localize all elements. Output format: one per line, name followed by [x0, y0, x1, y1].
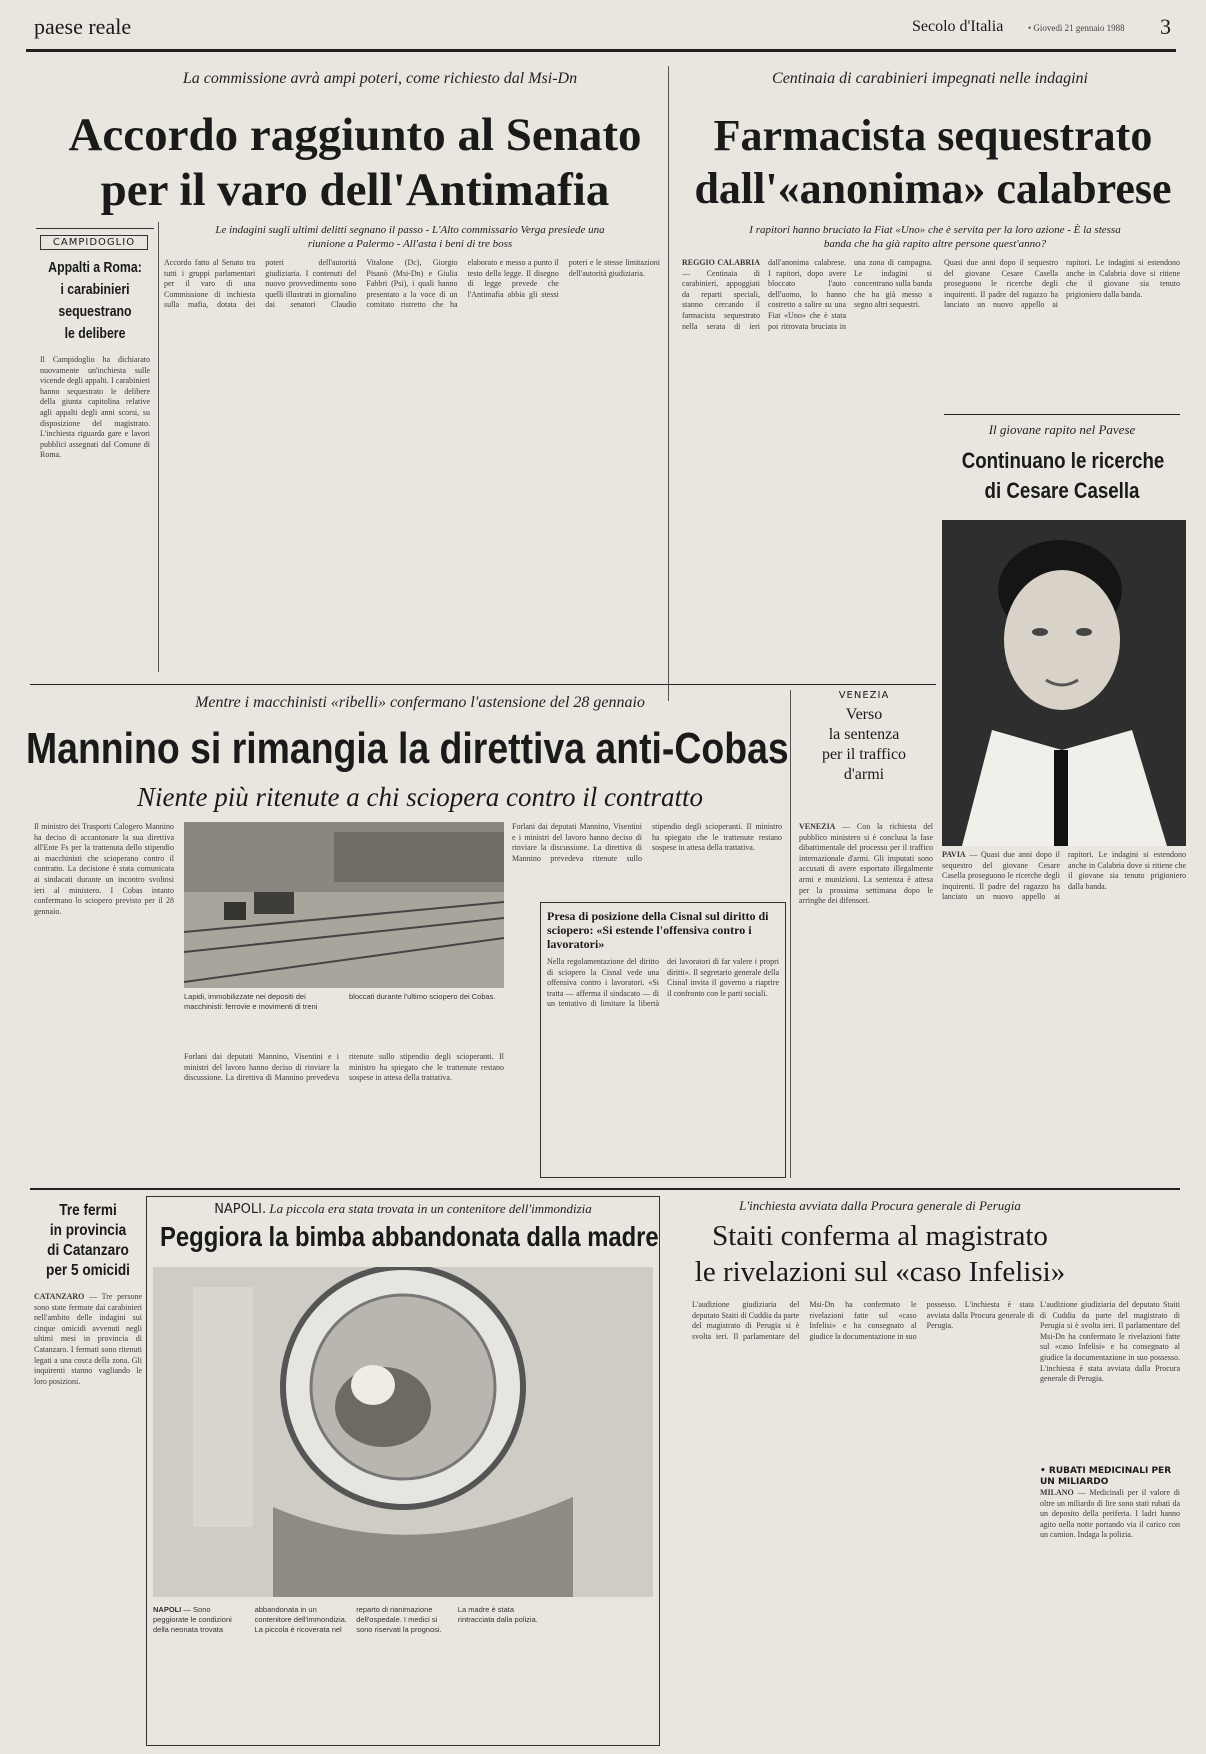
casella-headline-2: di Cesare Casella [984, 478, 1140, 503]
casella-dateline: PAVIA [942, 850, 966, 859]
mannino-body-c: Forlani dai deputati Mannino, Visentini e i ministri del lavoro hanno deciso di rinviare la discussione. La direttiva di Mannino prevedeva ritenute sullo stipendio degli scioperanti. Il ministro ha spiegato che le trattenute restano sospese in attesa della trattativa. [512, 822, 782, 863]
venezia-headline-3: per il traffico [821, 746, 907, 763]
catanzaro-body: CATANZARO — Tre persone sono state fermate dai carabinieri nell'ambito delle indagini sui cinque omicidi avvenuti negli ultimi mesi in provincia di Catanzaro. I fermati sono ritenuti legati a una cosca della zona. Gli inquirenti stanno vagliando le loro posizioni. [34, 1292, 142, 1386]
medicinali-box [1040, 1466, 1180, 1746]
medicinali-text: Medicinali per il valore di oltre un miliardo di lire sono stati rubati da un deposito della periferia. I ladri hanno agito nella notte portando via il carico con un camion. Indaga la polizia. [1040, 1488, 1180, 1540]
catanzaro-box [30, 1196, 146, 1746]
mannino-kicker: Mentre i macchinisti «ribelli» confermano l'astensione del 28 gennaio [195, 694, 645, 711]
catanzaro-headline-3: di Catanzaro [47, 1242, 129, 1259]
mannino-photo [184, 822, 504, 988]
casella-photo [942, 520, 1186, 846]
mannino-body-a: Il ministro dei Trasporti Calogero Mannino ha deciso di accantonare la sua direttiva all'Ente Fs per la trattenuta dello stipendio ai macchinisti che scioperano contro il contratto. La decisione è stata comunicata ai sindacati durante un incontro svoltosi ieri al ministero. I Cobas intanto confermano lo sciopero previsto per il 28 gennaio. [34, 822, 174, 916]
campidoglio-headline-2: i carabinieri [60, 281, 130, 298]
campidoglio-headline-1: Appalti a Roma: [48, 259, 142, 276]
antimafia-deck-2: riunione a Palermo - All'asta i beni di tre boss [307, 238, 513, 250]
train-yard-illustration [184, 822, 504, 988]
napoli-dateline: NAPOLI [153, 1605, 182, 1614]
farmacista-body: REGGIO CALABRIA — Centinaia di carabinieri, appoggiati da reparti speciali, stanno cercando il farmacista sequestrato nella serata di ieri dall'anonima calabrese. I rapitori, dopo avere bloccato l'auto dell'uomo, lo hanno costretto a salire su una Fiat «Uno» che è stata poi ritrovata bruciata in una zona di campagna. Le indagini si concentrano sulla banda che ha già messo a segno altri sequestri. [682, 258, 932, 331]
venezia-body: VENEZIA — Con la richiesta del pubblico ministero si è conclusa la fase dibattimentale del processo per il traffico internazionale d'armi. Gli imputati sono accusati di avere esportato illegalmente armi e munizioni. La sentenza è attesa per la prossima settimana dopo le arringhe dei difensori. [799, 822, 933, 906]
portrait-illustration [942, 520, 1186, 846]
page-number: 3 [1160, 14, 1171, 39]
napoli-box [146, 1196, 660, 1746]
campidoglio-body: Il Campidoglio ha dichiarato nuovamente un'inchiesta sulle vicende degli appalti. I carabinieri hanno sequestrato le delibere della giunta capitolina relative agli appalti degli anni scorsi, su disposizione del magistrato. L'inchiesta riguarda gare e lavori pubblici assegnati dal Comune di Roma. [40, 355, 150, 460]
medicinali-place: MILANO [1040, 1488, 1074, 1497]
napoli-kicker: La piccola era stata trovata in un contenitore dell'immondizia [269, 1201, 592, 1216]
issue-date: • Giovedì 21 gennaio 1988 [1028, 23, 1125, 33]
venezia-dateline: VENEZIA [799, 822, 836, 831]
casella-kicker: Il giovane rapito nel Pavese [988, 422, 1136, 437]
newspaper-name: Secolo d'Italia [912, 18, 1004, 35]
antimafia-headline-1: Accordo raggiunto al Senato [68, 109, 642, 161]
farmacista-deck-2: banda che ha già rapito altre persone quest'anno? [823, 238, 1047, 250]
mannino-body-b: Forlani dai deputati Mannino, Visentini e i ministri del lavoro hanno deciso di rinviare la discussione. La direttiva di Mannino prevedeva ritenute sullo stipendio degli scioperanti. Il ministro ha spiegato che le trattenute restano sospese in attesa della trattativa. [184, 1052, 504, 1083]
infelisi-body: L'audizione giudiziaria del deputato Staiti di Cuddia da parte del magistrato di Perugia si è svolta ieri. Il parlamentare del Msi-Dn ha confermato le rivelazioni fatte sul «caso Infelisi» e ha consegnato al giudice la documentazione in suo possesso. L'inchiesta è stata avviata dalla Procura generale di Perugia. [692, 1300, 1034, 1341]
medicinali-title: • RUBATI MEDICINALI PER UN MILIARDO [1040, 1466, 1172, 1487]
campidoglio-tag: CAMPIDOGLIO [40, 235, 148, 250]
casella-headline-1: Continuano le ricerche [961, 448, 1165, 473]
antimafia-deck-1: Le indagini sugli ultimi delitti segnano il passo - L'Alto commissario Verga presiede una [215, 224, 605, 236]
infelisi-headline-1: Staiti conferma al magistrato [712, 1220, 1048, 1252]
casella-body: PAVIA — Quasi due anni dopo il sequestro del giovane Cesare Casella proseguono le ricerche degli inquirenti. Il padre del ragazzo ha lanciato un nuovo appello ai rapitori. Le indagini si estendono anche in Calabria dove si ritiene che il giovane sia tenuto prigioniero dalla banda. [942, 850, 1186, 902]
napoli-text: Sono peggiorate le condizioni della neonata trovata abbandonata in un contenitore dell'immondizia. La piccola è ricoverata nel reparto di rianimazione dell'ospedale. I medici si sono riservati la prognosi. La madre è stata rintracciata dalla polizia. [153, 1605, 538, 1634]
campidoglio-headline-4: le delibere [64, 325, 126, 342]
farmacista-headline-2: dall'«anonima» calabrese [694, 164, 1172, 213]
casella-text: Quasi due anni dopo il sequestro del giovane Cesare Casella proseguono le ricerche degli inquirenti. Il padre del ragazzo ha lanciato un nuovo appello ai rapitori. Le indagini si estendono anche in Calabria dove si ritiene che il giovane sia tenuto prigioniero dalla banda. [942, 850, 1186, 902]
mannino-headline: Mannino si rimangia la direttiva anti-Cobas [26, 724, 789, 773]
farmacista-text: Centinaia di carabinieri, appoggiati da reparti speciali, stanno cercando il farmacista sequestrato nella serata di ieri dall'anonima calabrese. I rapitori, dopo avere bloccato l'auto dell'uomo, lo hanno costretto a salire su una Fiat «Uno» che è stata poi ritrovata bruciata in una zona di campagna. Le indagini si concentrano sulla banda che ha già messo a segno altri sequestri. [682, 258, 932, 331]
casella-intro: Quasi due anni dopo il sequestro del giovane Cesare Casella proseguono le ricerche degli inquirenti. Il padre del ragazzo ha lanciato un nuovo appello ai rapitori. Le indagini si estendono anche in Calabria dove si ritiene che il giovane sia tenuto prigioniero dalla banda. [944, 258, 1180, 310]
section-rule-2 [30, 1188, 1180, 1190]
napoli-body: NAPOLI — Sono peggiorate le condizioni della neonata trovata abbandonata in un contenitore dell'immondizia. La piccola è ricoverata nel reparto di rianimazione dell'ospedale. I medici si sono riservati la prognosi. La madre è stata rintracciata dalla polizia. [153, 1605, 538, 1634]
catanzaro-dateline: CATANZARO [34, 1292, 85, 1301]
venezia-headline-4: d'armi [843, 766, 885, 783]
catanzaro-headline-1: Tre fermi [59, 1202, 117, 1219]
campidoglio-headline-3: sequestrano [58, 303, 132, 320]
casella-rule [944, 414, 1180, 415]
farmacista-deck-1: I rapitori hanno bruciato la Fiat «Uno» che è servita per la loro azione - È la stessa [749, 224, 1121, 236]
infelisi-headline-2: le rivelazioni sul «caso Infelisi» [694, 1256, 1066, 1288]
medicinali-body: MILANO — Medicinali per il valore di oltre un miliardo di lire sono stati rubati da un deposito della periferia. I ladri hanno agito nella notte portando via il carico con un camion. Indaga la polizia. [1040, 1488, 1180, 1540]
column-divider [668, 66, 669, 701]
farmacista-dateline: REGGIO CALABRIA [682, 258, 760, 267]
cisnal-title: Presa di posizione della Cisnal sul diritto di sciopero: «Si estende l'offensiva contro i lavoratori» [547, 909, 769, 951]
napoli-kicker-line [153, 1201, 653, 1217]
napoli-headline: Peggiora la bimba abbandonata dalla madre [160, 1221, 659, 1252]
antimafia-kicker: La commissione avrà ampi poteri, come richiesto dal Msi-Dn [182, 70, 578, 87]
venezia-box [790, 690, 936, 1178]
napoli-kicker-place: NAPOLI. [214, 1202, 267, 1217]
venezia-text: Con la richiesta del pubblico ministero si è conclusa la fase dibattimentale del processo per il traffico internazionale d'armi. Gli imputati sono accusati di avere esportato illegalmente armi e munizioni. La sentenza è attesa per la prossima settimana dopo le arringhe dei difensori. [799, 822, 933, 906]
section-label: paese reale [34, 14, 132, 39]
venezia-tag: VENEZIA [838, 690, 890, 701]
baby-incubator-illustration [153, 1267, 653, 1597]
infelisi-kicker: L'inchiesta avviata dalla Procura generale di Perugia [739, 1198, 1021, 1213]
venezia-headline-1: Verso [845, 706, 883, 723]
mannino-subhead: Niente più ritenute a chi sciopera contro il contratto [137, 782, 703, 812]
napoli-photo [153, 1267, 653, 1597]
catanzaro-headline-2: in provincia [49, 1222, 127, 1239]
farmacista-headline-1: Farmacista sequestrato [713, 111, 1153, 160]
mannino-photo-caption: Lapidi, immobilizzate nei depositi dei macchinisti: ferrovie e movimenti di treni bloccati durante l'ultimo sciopero dei Cobas. [184, 992, 496, 1011]
catanzaro-text: Tre persone sono state fermate dai carabinieri nell'ambito delle indagini sui cinque omicidi avvenuti negli ultimi mesi in provincia di Catanzaro. I fermati sono ritenuti legati a una cosca della zona. Gli inquirenti stanno vagliando le loro posizioni. [34, 1292, 142, 1386]
farmacista-kicker: Centinaia di carabinieri impegnati nelle indagini [772, 70, 1088, 87]
cisnal-box [540, 902, 786, 1178]
antimafia-body: Accordo fatto al Senato tra tutti i gruppi parlamentari per il varo di una Commissione di inchiesta sulla mafia, dotata dei poteri dell'autorità giudiziaria. I contenuti del nuovo provvedimento sono quelli illustrati in giornalino dai senatori Claudio Vitalone (Dc), Giorgio Pisanò (Msi-Dn) e Giulia Fabbri (Psi), i quali hanno presentato a la voce di un comitato ristretto che ha elaborato e messo a punto il testo della legge. Il disegno di legge prevede che l'Antimafia abbia gli stessi poteri e le stesse limitazioni dell'autorità giudiziaria. [164, 258, 660, 310]
section-rule-1 [30, 684, 936, 685]
casella-top-text [944, 258, 1180, 406]
catanzaro-headline-4: per 5 omicidi [46, 1262, 130, 1279]
masthead-rule [26, 49, 1176, 52]
infelisi-body-extra: L'audizione giudiziaria del deputato Staiti di Cuddia da parte del magistrato di Perugia si è svolta ieri. Il parlamentare del Msi-Dn ha confermato le rivelazioni fatte sul «caso Infelisi» e ha consegnato al giudice la documentazione in suo possesso. L'inchiesta è stata avviata dalla Procura generale di Perugia. [1040, 1300, 1180, 1384]
campidoglio-divider [158, 222, 159, 672]
campidoglio-box [36, 228, 154, 668]
antimafia-headline-2: per il varo dell'Antimafia [100, 164, 610, 216]
cisnal-body: Nella regolamentazione del diritto di sciopero la Cisnal vede una offensiva contro i lavoratori. «Si tratta — afferma il sindacato — di un tentativo di limitare la libertà dei lavoratori di far valere i propri diritti». Il segretario generale della Cisnal invita il governo a riaprire il confronto con le parti sociali. [547, 957, 779, 1009]
venezia-headline-2: la sentenza [828, 726, 900, 743]
